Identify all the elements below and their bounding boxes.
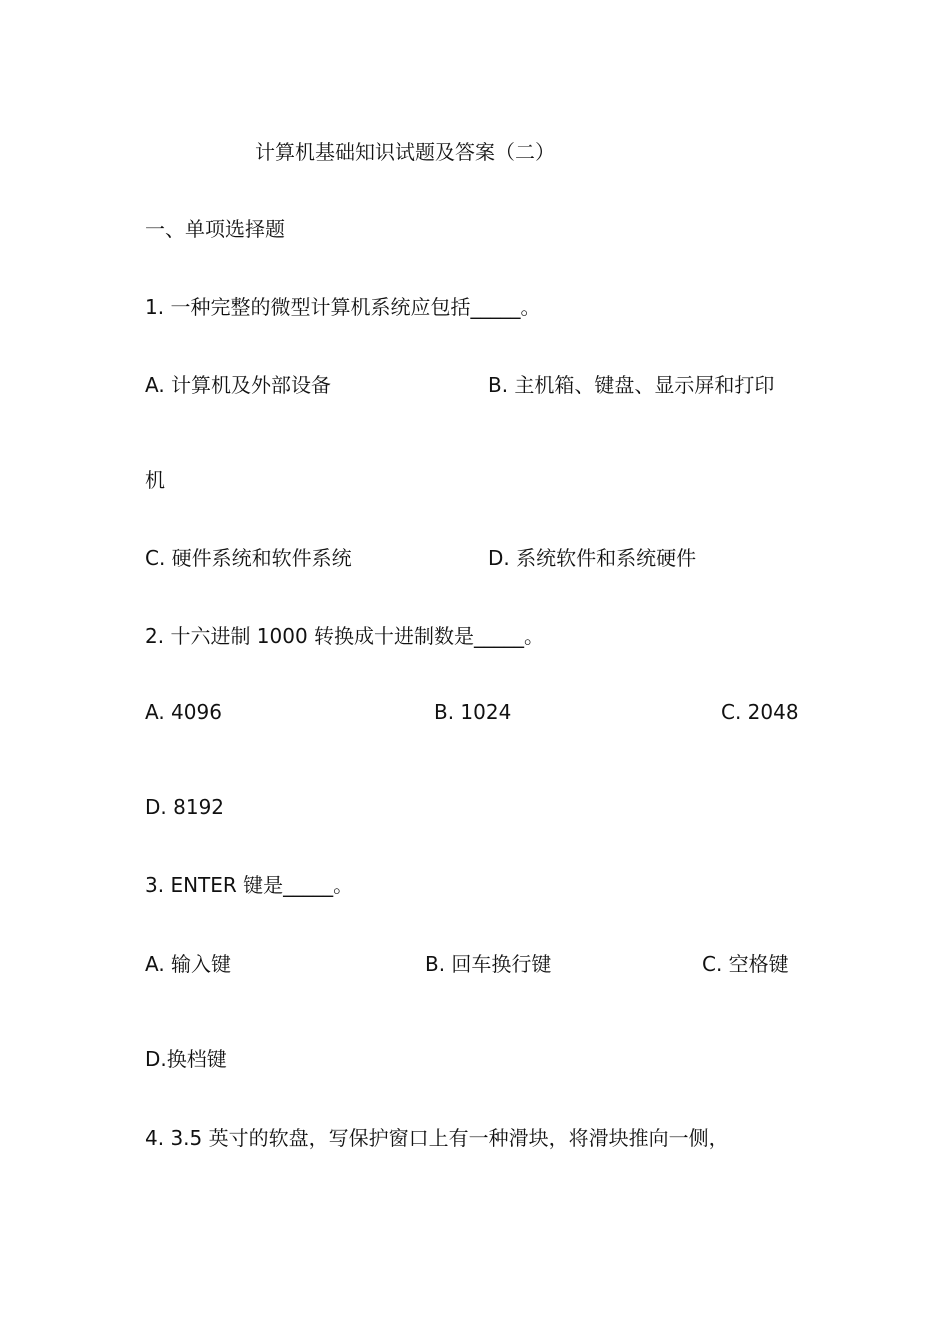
question-3-option-a: A. 输入键 xyxy=(145,952,232,976)
question-3-option-b: B. 回车换行键 xyxy=(425,952,552,976)
question-2-option-d: D. 8192 xyxy=(145,795,225,819)
page-title: 计算机基础知识试题及答案（二） xyxy=(255,140,555,164)
question-1-option-c: C. 硬件系统和软件系统 xyxy=(145,546,352,570)
question-4-stem: 4. 3.5 英寸的软盘，写保护窗口上有一种滑块，将滑块推向一侧， xyxy=(145,1126,729,1150)
question-1-stem: 1. 一种完整的微型计算机系统应包括_____。 xyxy=(145,295,541,319)
section-heading: 一、单项选择题 xyxy=(145,217,285,241)
question-1-option-b: B. 主机箱、键盘、显示屏和打印 xyxy=(488,373,775,397)
question-1-option-a: A. 计算机及外部设备 xyxy=(145,373,332,397)
question-1-option-b-continued: 机 xyxy=(145,468,165,492)
question-2-option-b: B. 1024 xyxy=(434,700,512,724)
question-2-stem: 2. 十六进制 1000 转换成十进制数是_____。 xyxy=(145,624,545,648)
question-2-option-c: C. 2048 xyxy=(721,700,799,724)
question-3-option-c: C. 空格键 xyxy=(702,952,789,976)
question-3-stem: 3. ENTER 键是_____。 xyxy=(145,873,354,897)
question-1-option-d: D. 系统软件和系统硬件 xyxy=(488,546,697,570)
question-2-option-a: A. 4096 xyxy=(145,700,222,724)
question-3-option-d: D.换档键 xyxy=(145,1047,227,1071)
